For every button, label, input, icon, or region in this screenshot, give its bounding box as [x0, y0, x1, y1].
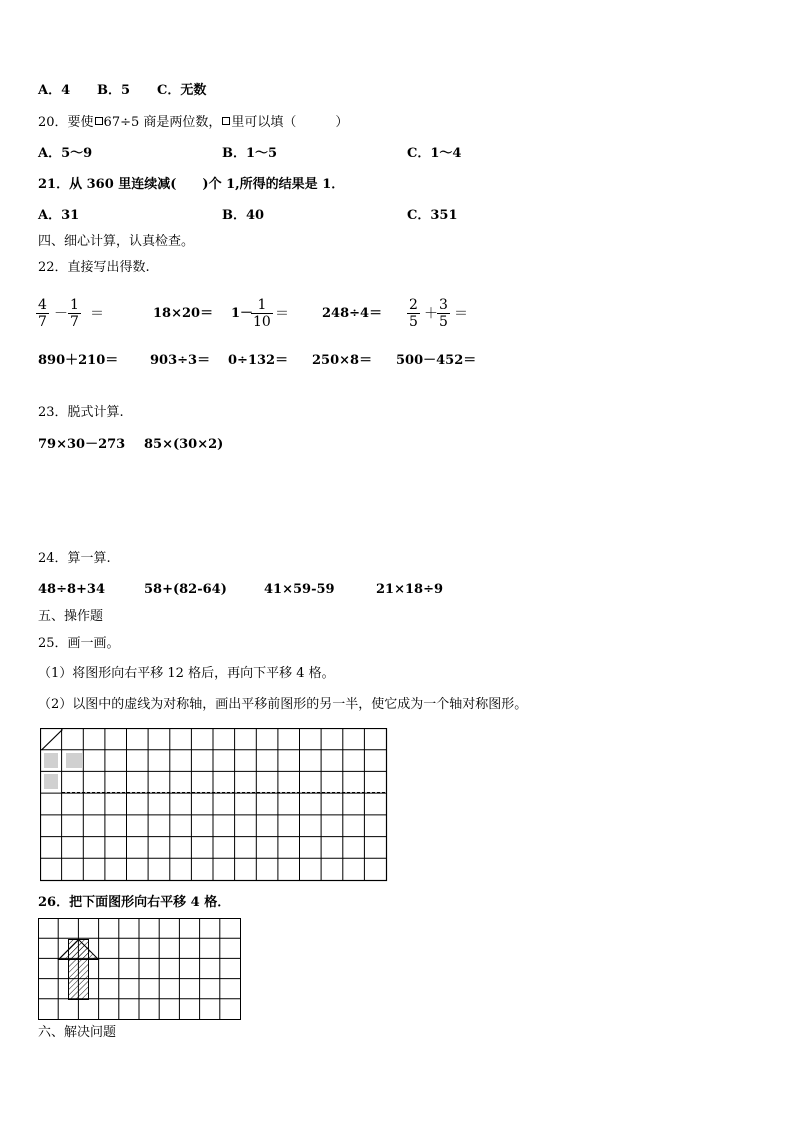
q25-instruction-2: （2）以图中的虚线为对称轴，画出平移前图形的另一半，使它成为一个轴对称图形。 [38, 697, 528, 712]
section-5-heading: 五、操作题 [38, 609, 104, 624]
expr-903div3: 903÷3＝ [150, 353, 211, 368]
triangle-shape [42, 730, 63, 751]
expr-250x8: 250×8＝ [312, 353, 373, 368]
fraction-1-7: $\frac{1}{7}$ [70, 297, 79, 330]
expr-18x20: 18×20＝ [153, 306, 214, 321]
arrow-head-shape [59, 940, 99, 960]
q24-title: 24．算一算. [38, 551, 111, 566]
q20-question: 20．要使 67÷5 商是两位数， 里可以填（ ） [38, 115, 349, 130]
q24-item-3: 41×59-59 [264, 582, 335, 597]
q24-item-1: 48÷8+34 [38, 582, 106, 597]
equals-sign: ＝ [275, 306, 289, 322]
q20-option-c: C．1～4 [407, 146, 462, 161]
shaded-cell [44, 774, 58, 789]
expr-248div4: 248÷4＝ [322, 306, 383, 321]
q24-item-2: 58+(82-64) [144, 582, 227, 597]
q25-grid [40, 728, 388, 882]
q21-option-c: C．351 [407, 208, 458, 223]
q25-title: 25．画一画。 [38, 636, 120, 651]
q26-grid [38, 918, 243, 1022]
expr-1-minus: 1－ [231, 306, 254, 321]
q20-option-a: A．5～9 [38, 146, 93, 161]
blank-box-icon [95, 117, 103, 125]
expr-0div132: 0÷132＝ [228, 353, 289, 368]
fraction-2-5: $\frac{2}{5}$ [409, 297, 418, 330]
shaded-cell [44, 753, 58, 768]
q21-question: 21．从 360 里连续减( )个 1,所得的结果是 1． [38, 177, 345, 192]
q22-title: 22．直接写出得数. [38, 260, 150, 275]
fraction-1-10: $\frac{1}{10}$ [253, 297, 271, 330]
fraction-4-7: $\frac{4}{7}$ [38, 297, 47, 330]
shaded-cell [66, 753, 82, 768]
q23-item-1: 79×30－273 [38, 437, 126, 452]
blank-box-icon [222, 117, 230, 125]
plus-sign: ＋ [424, 306, 438, 322]
q23-item-2: 85×(30×2) [144, 437, 224, 452]
section-6-heading: 六、解决问题 [38, 1025, 117, 1040]
q21-option-b: B．40 [222, 208, 265, 223]
section-4-heading: 四、细心计算，认真检查。 [38, 234, 195, 249]
q19-option-b: B．5 [97, 83, 131, 98]
equals-sign: ＝ [454, 306, 468, 322]
fraction-3-5: $\frac{3}{5}$ [439, 297, 448, 330]
expr-890plus210: 890＋210＝ [38, 353, 119, 368]
q25-instruction-1: （1）将图形向右平移 12 格后，再向下平移 4 格。 [38, 666, 335, 681]
q19-option-c: C．无数 [157, 83, 207, 98]
equals-sign: ＝ [90, 306, 104, 322]
minus-sign: － [54, 306, 68, 322]
q20-option-b: B．1～5 [222, 146, 278, 161]
expr-500minus452: 500－452＝ [396, 353, 477, 368]
q19-option-a: A．4 [38, 83, 71, 98]
q23-title: 23．脱式计算. [38, 405, 124, 420]
q21-option-a: A．31 [38, 208, 80, 223]
q26-title: 26．把下面图形向右平移 4 格． [38, 895, 231, 910]
q24-item-4: 21×18÷9 [376, 582, 444, 597]
